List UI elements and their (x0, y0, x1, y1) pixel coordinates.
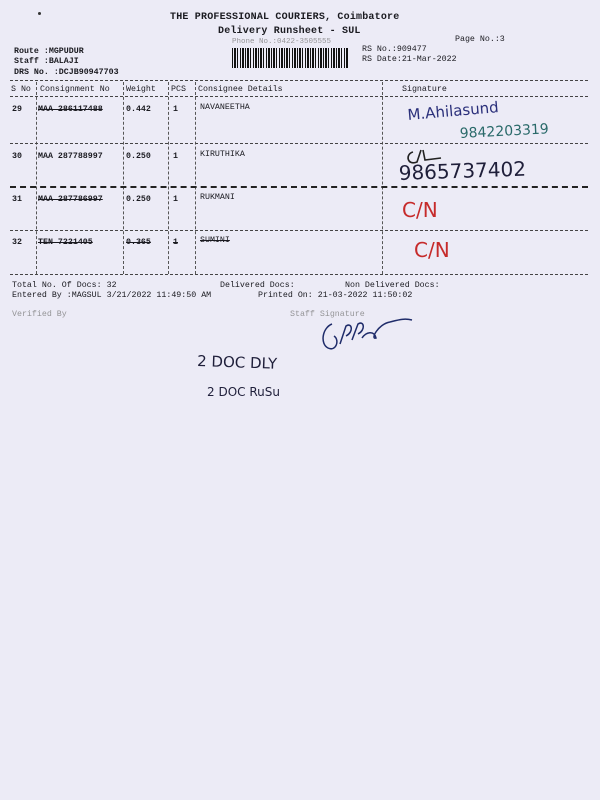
signature-row-31 (400, 193, 470, 227)
row-consignment: MAA 287788997 (38, 152, 103, 161)
row-weight: 0.442 (126, 105, 151, 114)
entered-by: Entered By :MAGSUL 3/21/2022 11:49:50 AM (12, 291, 212, 300)
row-pcs: 1 (173, 152, 178, 161)
col-header-pcs: PCS (171, 85, 186, 94)
phone-number: Phone No.:0422-3505555 (232, 38, 332, 46)
row-consignment: MAA 286117488 (38, 105, 103, 114)
delivered-docs: Delivered Docs: (220, 281, 295, 290)
row-consignment: TEN 7221405 (38, 238, 93, 247)
col-header-weight: Weight (126, 85, 156, 94)
row-consignee: RUKMANI (200, 193, 235, 202)
staff-label: Staff :BALAJI (14, 57, 79, 66)
verified-by-label: Verified By (12, 310, 67, 319)
col-sep (123, 82, 124, 274)
sheet-title: Delivery Runsheet - SUL (218, 26, 361, 37)
col-sep (382, 82, 383, 274)
row-pcs: 1 (173, 238, 178, 247)
col-header-consignee: Consignee Details (198, 85, 283, 94)
signature-cn-text: C/N (402, 198, 438, 222)
table-top-rule (10, 80, 588, 81)
signature-row-30 (395, 140, 585, 188)
staff-signature-label: Staff Signature (290, 310, 365, 319)
page-number: Page No.:3 (455, 35, 505, 44)
row-sno: 31 (12, 195, 22, 204)
row-sno: 29 (12, 105, 22, 114)
signature-cn-text: C/N (414, 238, 450, 262)
col-sep (195, 82, 196, 274)
col-header-signature: Signature (402, 85, 447, 94)
row-consignee: NAVANEETHA (200, 103, 250, 112)
non-delivered-docs: Non Delivered Docs: (345, 281, 440, 290)
company-title: THE PROFESSIONAL COURIERS, Coimbatore (170, 12, 400, 23)
row-sno: 30 (12, 152, 22, 161)
rs-number: RS No.:909477 (362, 45, 427, 54)
col-sep (168, 82, 169, 274)
signature-phone-text: 9865737402 (398, 156, 527, 185)
table-header-rule (10, 96, 588, 97)
route-label: Route :MGPUDUR (14, 47, 84, 56)
barcode (232, 48, 348, 68)
col-sep (36, 82, 37, 274)
row-consignee: SUMINI (200, 236, 230, 245)
drs-number: DRS No. :DCJB90947703 (14, 68, 119, 77)
signature-phone-text: 9842203319 (459, 121, 550, 142)
signature-row-32 (412, 233, 482, 267)
signature-name-text: M.Ahilasund (406, 98, 500, 124)
note-text: 2 DOC DLY (196, 352, 278, 373)
row-weight: 0.250 (126, 195, 151, 204)
handwritten-note-2 (205, 380, 315, 406)
note-text: 2 DOC RuSu (207, 385, 280, 399)
row-consignee: KIRUTHIKA (200, 150, 245, 159)
row-pcs: 1 (173, 105, 178, 114)
row-weight: 0.250 (126, 152, 151, 161)
col-header-consignment: Consignment No (40, 85, 110, 94)
printed-on: Printed On: 21-03-2022 11:50:02 (258, 291, 413, 300)
rs-date: RS Date:21-Mar-2022 (362, 55, 457, 64)
row-sno: 32 (12, 238, 22, 247)
row-divider (10, 230, 588, 231)
col-header-sno: S No (11, 85, 31, 94)
handwritten-note-1 (195, 348, 305, 378)
total-docs: Total No. Of Docs: 32 (12, 281, 117, 290)
scan-speck (38, 12, 41, 15)
table-bottom-rule (10, 274, 588, 275)
row-consignment: MAA 287786997 (38, 195, 103, 204)
staff-signature-scribble (318, 314, 428, 358)
row-weight: 0.365 (126, 238, 151, 247)
row-pcs: 1 (173, 195, 178, 204)
